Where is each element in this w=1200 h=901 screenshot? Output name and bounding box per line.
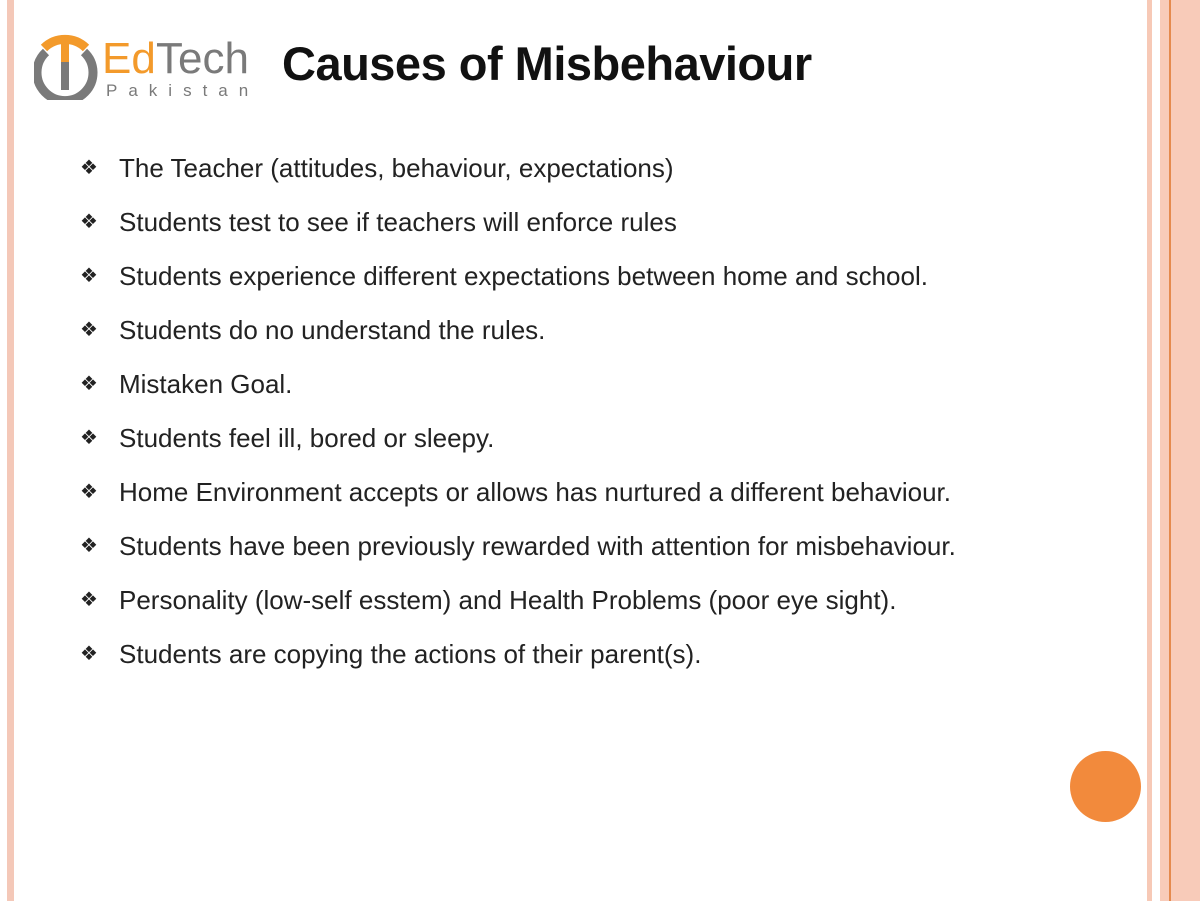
diamond-bullet-icon: ❖ bbox=[80, 643, 98, 665]
diamond-bullet-icon: ❖ bbox=[80, 427, 98, 449]
list-item bbox=[80, 303, 1080, 357]
logo-name-ed: Ed bbox=[102, 34, 156, 83]
list-item bbox=[80, 465, 1080, 519]
list-item bbox=[80, 357, 1080, 411]
list-item bbox=[80, 141, 1080, 195]
logo-name-tech: Tech bbox=[156, 34, 249, 83]
diamond-bullet-icon: ❖ bbox=[80, 589, 98, 611]
diamond-bullet-icon: ❖ bbox=[80, 481, 98, 503]
list-item bbox=[80, 519, 1080, 573]
list-item bbox=[80, 573, 1080, 627]
list-item-text: Personality (low-self esstem) and Health Problems (poor eye sight). bbox=[119, 585, 897, 615]
diamond-bullet-icon: ❖ bbox=[80, 265, 98, 287]
list-item-text: Students feel ill, bored or sleepy. bbox=[119, 423, 495, 453]
list-item bbox=[80, 249, 1080, 303]
diamond-bullet-icon: ❖ bbox=[80, 157, 98, 179]
right-border-line bbox=[1169, 0, 1171, 901]
list-item-text: Students have been previously rewarded with attention for misbehaviour. bbox=[119, 531, 956, 561]
list-item bbox=[80, 411, 1080, 465]
list-item bbox=[80, 195, 1080, 249]
diamond-bullet-icon: ❖ bbox=[80, 535, 98, 557]
list-item-text: Students do no understand the rules. bbox=[119, 315, 546, 345]
list-item-text: Students experience different expectations between home and school. bbox=[119, 261, 928, 291]
right-border-stripe bbox=[1147, 0, 1152, 901]
list-item bbox=[80, 627, 1080, 681]
list-item-text: Students are copying the actions of their parent(s). bbox=[119, 639, 702, 669]
edtech-logo bbox=[34, 30, 274, 100]
list-item-text: The Teacher (attitudes, behaviour, expectations) bbox=[119, 153, 674, 183]
diamond-bullet-icon: ❖ bbox=[80, 211, 98, 233]
diamond-bullet-icon: ❖ bbox=[80, 319, 98, 341]
right-border-band bbox=[1160, 0, 1200, 901]
list-item-text: Home Environment accepts or allows has nurtured a different behaviour. bbox=[119, 477, 951, 507]
diamond-bullet-icon: ❖ bbox=[80, 373, 98, 395]
orange-circle-decoration bbox=[1070, 751, 1141, 822]
logo-subtitle: Pakistan bbox=[106, 81, 260, 100]
bullet-list bbox=[80, 141, 1080, 681]
left-border-stripe bbox=[7, 0, 14, 901]
slide-title: Causes of Misbehaviour bbox=[282, 37, 812, 90]
list-item-text: Mistaken Goal. bbox=[119, 369, 293, 399]
list-item-text: Students test to see if teachers will enforce rules bbox=[119, 207, 677, 237]
